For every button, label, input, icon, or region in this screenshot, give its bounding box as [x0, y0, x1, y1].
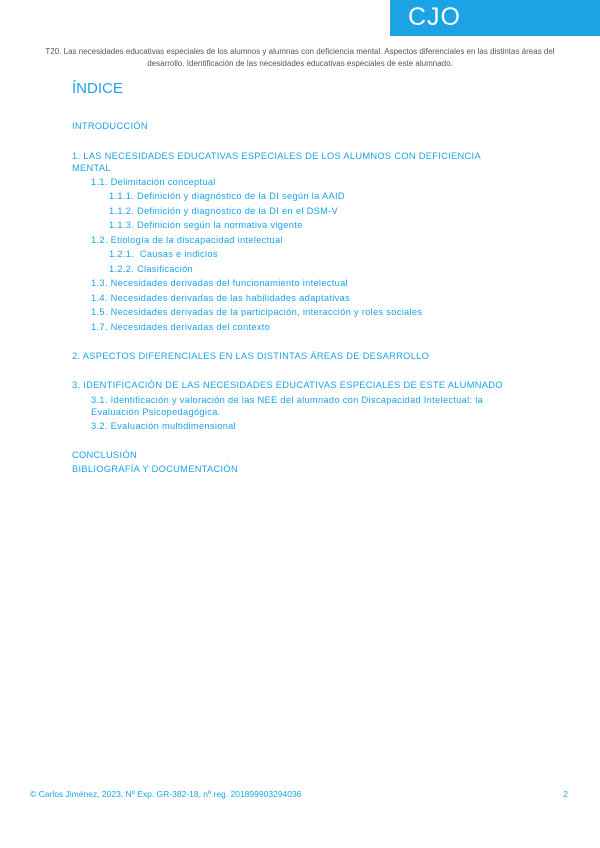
index-title: ÍNDICE	[72, 80, 123, 97]
toc-entry-3-1[interactable]: 3.1. Identificación y valoración de las NEE del alumnado con Discapacidad Intelectual: la Evaluación Psicopedagógica.	[91, 395, 484, 417]
toc-entry-1-1-1[interactable]: 1.1.1. Definición y diagnóstico de la DI según la AAID	[109, 191, 345, 201]
toc-entry-3-2[interactable]: 3.2. Evaluación multidimensional	[91, 421, 236, 431]
toc-entry-1-4[interactable]: 1.4. Necesidades derivadas de las habilidades adaptativas	[91, 293, 350, 303]
subtitle-line-1: T20. Las necesidades educativas especiales de los alumnos y alumnas con deficiencia mental. Aspectos diferenciales en las distintas áreas del	[45, 47, 555, 56]
toc-entry-1-2-1[interactable]: 1.2.1. Causas e indicios	[109, 249, 218, 259]
logo-text: CJO	[408, 3, 461, 31]
toc-entry-1-1-2[interactable]: 1.1.2. Definición y diagnóstico de la DI en el DSM-V	[109, 206, 339, 216]
toc-entry-1-2[interactable]: 1.2. Etiología de la discapacidad intelectual	[91, 235, 283, 245]
document-subtitle	[28, 46, 572, 70]
toc-entry-section-3[interactable]: 3. IDENTIFICACIÓN DE LAS NECESIDADES EDUCATIVAS ESPECIALES DE ESTE ALUMNADO	[72, 380, 503, 390]
toc-entry-1-7[interactable]: 1.7. Necesidades derivadas del contexto	[91, 322, 271, 332]
toc-entry-1-5[interactable]: 1.5. Necesidades derivadas de la participación, interacción y roles sociales	[91, 307, 423, 317]
toc-entry-1-3[interactable]: 1.3. Necesidades derivadas del funcionamiento intelectual	[91, 278, 348, 288]
toc-entry-section-1[interactable]: 1. LAS NECESIDADES EDUCATIVAS ESPECIALES DE LOS ALUMNOS CON DEFICIENCIA MENTAL	[72, 151, 481, 173]
subtitle-line-2: desarrollo. Identificación de las necesidades educativas especiales de este alumnado.	[147, 59, 453, 68]
logo-banner	[390, 0, 600, 36]
footer-copyright: © Carlos Jiménez, 2023. Nº Exp. GR-382-18, nº reg. 201899903294036	[30, 789, 302, 799]
toc-entry-section-2[interactable]: 2. ASPECTOS DIFERENCIALES EN LAS DISTINTAS ÁREAS DE DESARROLLO	[72, 351, 430, 361]
toc-entry-1-1[interactable]: 1.1. Delimitación conceptual	[91, 177, 216, 187]
toc-entry-1-2-2[interactable]: 1.2.2. Clasificación	[109, 264, 194, 274]
page-number: 2	[563, 789, 568, 799]
toc-entry-introduccion[interactable]: INTRODUCCIÓN	[72, 121, 148, 131]
toc-entry-bibliografia[interactable]: BIBLIOGRAFÍA Y DOCUMENTACIÓN	[72, 464, 238, 474]
toc-entry-conclusion[interactable]: CONCLUSIÓN	[72, 450, 137, 460]
toc-entry-1-1-3[interactable]: 1.1.3. Definición según la normativa vigente	[109, 220, 303, 230]
